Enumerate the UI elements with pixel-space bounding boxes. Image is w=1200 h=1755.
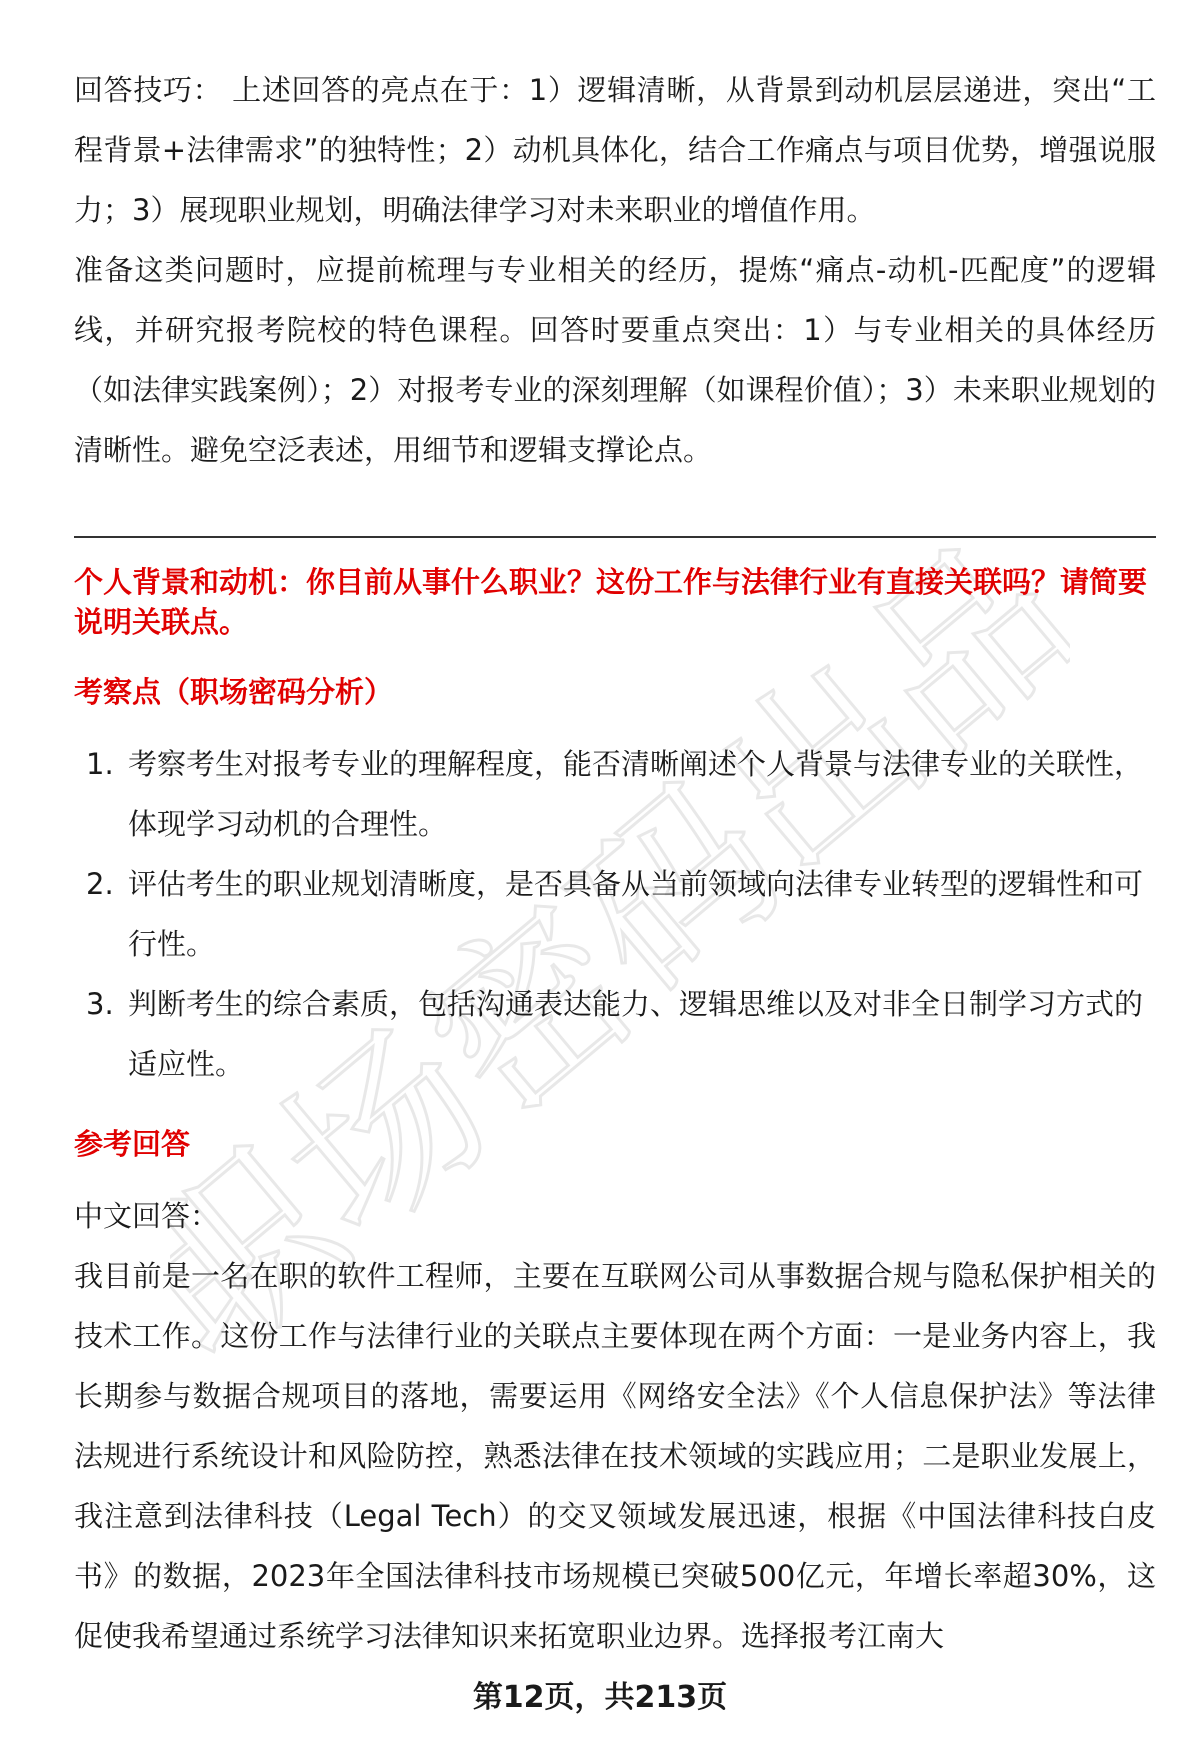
reference-label: 中文回答： bbox=[74, 1199, 220, 1233]
tips-paragraph-1: 回答技巧： 上述回答的亮点在于：1）逻辑清晰，从背景到动机层层递进，突出“工程背景+法律需求”的独特性；2）动机具体化，结合工作痛点与项目优势，增强说服力；3）展现职业规划，明确法律学习对未来职业的增值作用。 bbox=[74, 73, 1156, 227]
list-item-number: 3. bbox=[86, 987, 114, 1021]
list-item bbox=[74, 974, 1156, 1094]
list-item-text: 考察考生对报考专业的理解程度，能否清晰阐述个人背景与法律专业的关联性，体现学习动机的合理性。 bbox=[128, 747, 1144, 841]
list-item bbox=[74, 854, 1156, 974]
reference-heading: 参考回答 bbox=[74, 1127, 191, 1161]
assessment-heading: 考察点（职场密码分析） bbox=[74, 675, 394, 709]
list-item-text: 评估考生的职业规划清晰度，是否具备从当前领域向法律专业转型的逻辑性和可行性。 bbox=[128, 867, 1144, 961]
list-item bbox=[74, 734, 1156, 854]
tips-paragraph-2: 准备这类问题时，应提前梳理与专业相关的经历，提炼“痛点-动机-匹配度”的逻辑线，并研究报考院校的特色课程。回答时要重点突出：1）与专业相关的具体经历（如法律实践案例）；2）对报考专业的深刻理解（如课程价值）；3）未来职业规划的清晰性。避免空泛表述，用细节和逻辑支撑论点。 bbox=[74, 253, 1156, 467]
reference-answer: 我目前是一名在职的软件工程师，主要在互联网公司从事数据合规与隐私保护相关的技术工作。这份工作与法律行业的关联点主要体现在两个方面：一是业务内容上，我长期参与数据合规项目的落地，需要运用《网络安全法》《个人信息保护法》等法律法规进行系统设计和风险防控，熟悉法律在技术领域的实践应用；二是职业发展上，我注意到法律科技（Legal Tech）的交叉领域发展迅速，根据《中国法律科技白皮书》的数据，2023年全国法律科技市场规模已突破500亿元，年增长率超30%，这促使我希望通过系统学习法律知识来拓宽职业边界。选择报考江南大 bbox=[74, 1259, 1156, 1653]
page-content bbox=[74, 60, 1156, 1666]
watermark-text: 职场密码出品 bbox=[170, 499, 1070, 1402]
list-item-number: 1. bbox=[86, 747, 114, 781]
list-item-number: 2. bbox=[86, 867, 114, 901]
page-number: 第12页，共213页 bbox=[472, 1680, 728, 1715]
list-item-text: 判断考生的综合素质，包括沟通表达能力、逻辑思维以及对非全日制学习方式的适应性。 bbox=[128, 987, 1144, 1081]
assessment-list bbox=[74, 734, 1156, 1094]
question-title: 个人背景和动机：你目前从事什么职业？这份工作与法律行业有直接关联吗？请简要说明关联点。 bbox=[74, 565, 1148, 639]
section-divider bbox=[74, 536, 1156, 538]
